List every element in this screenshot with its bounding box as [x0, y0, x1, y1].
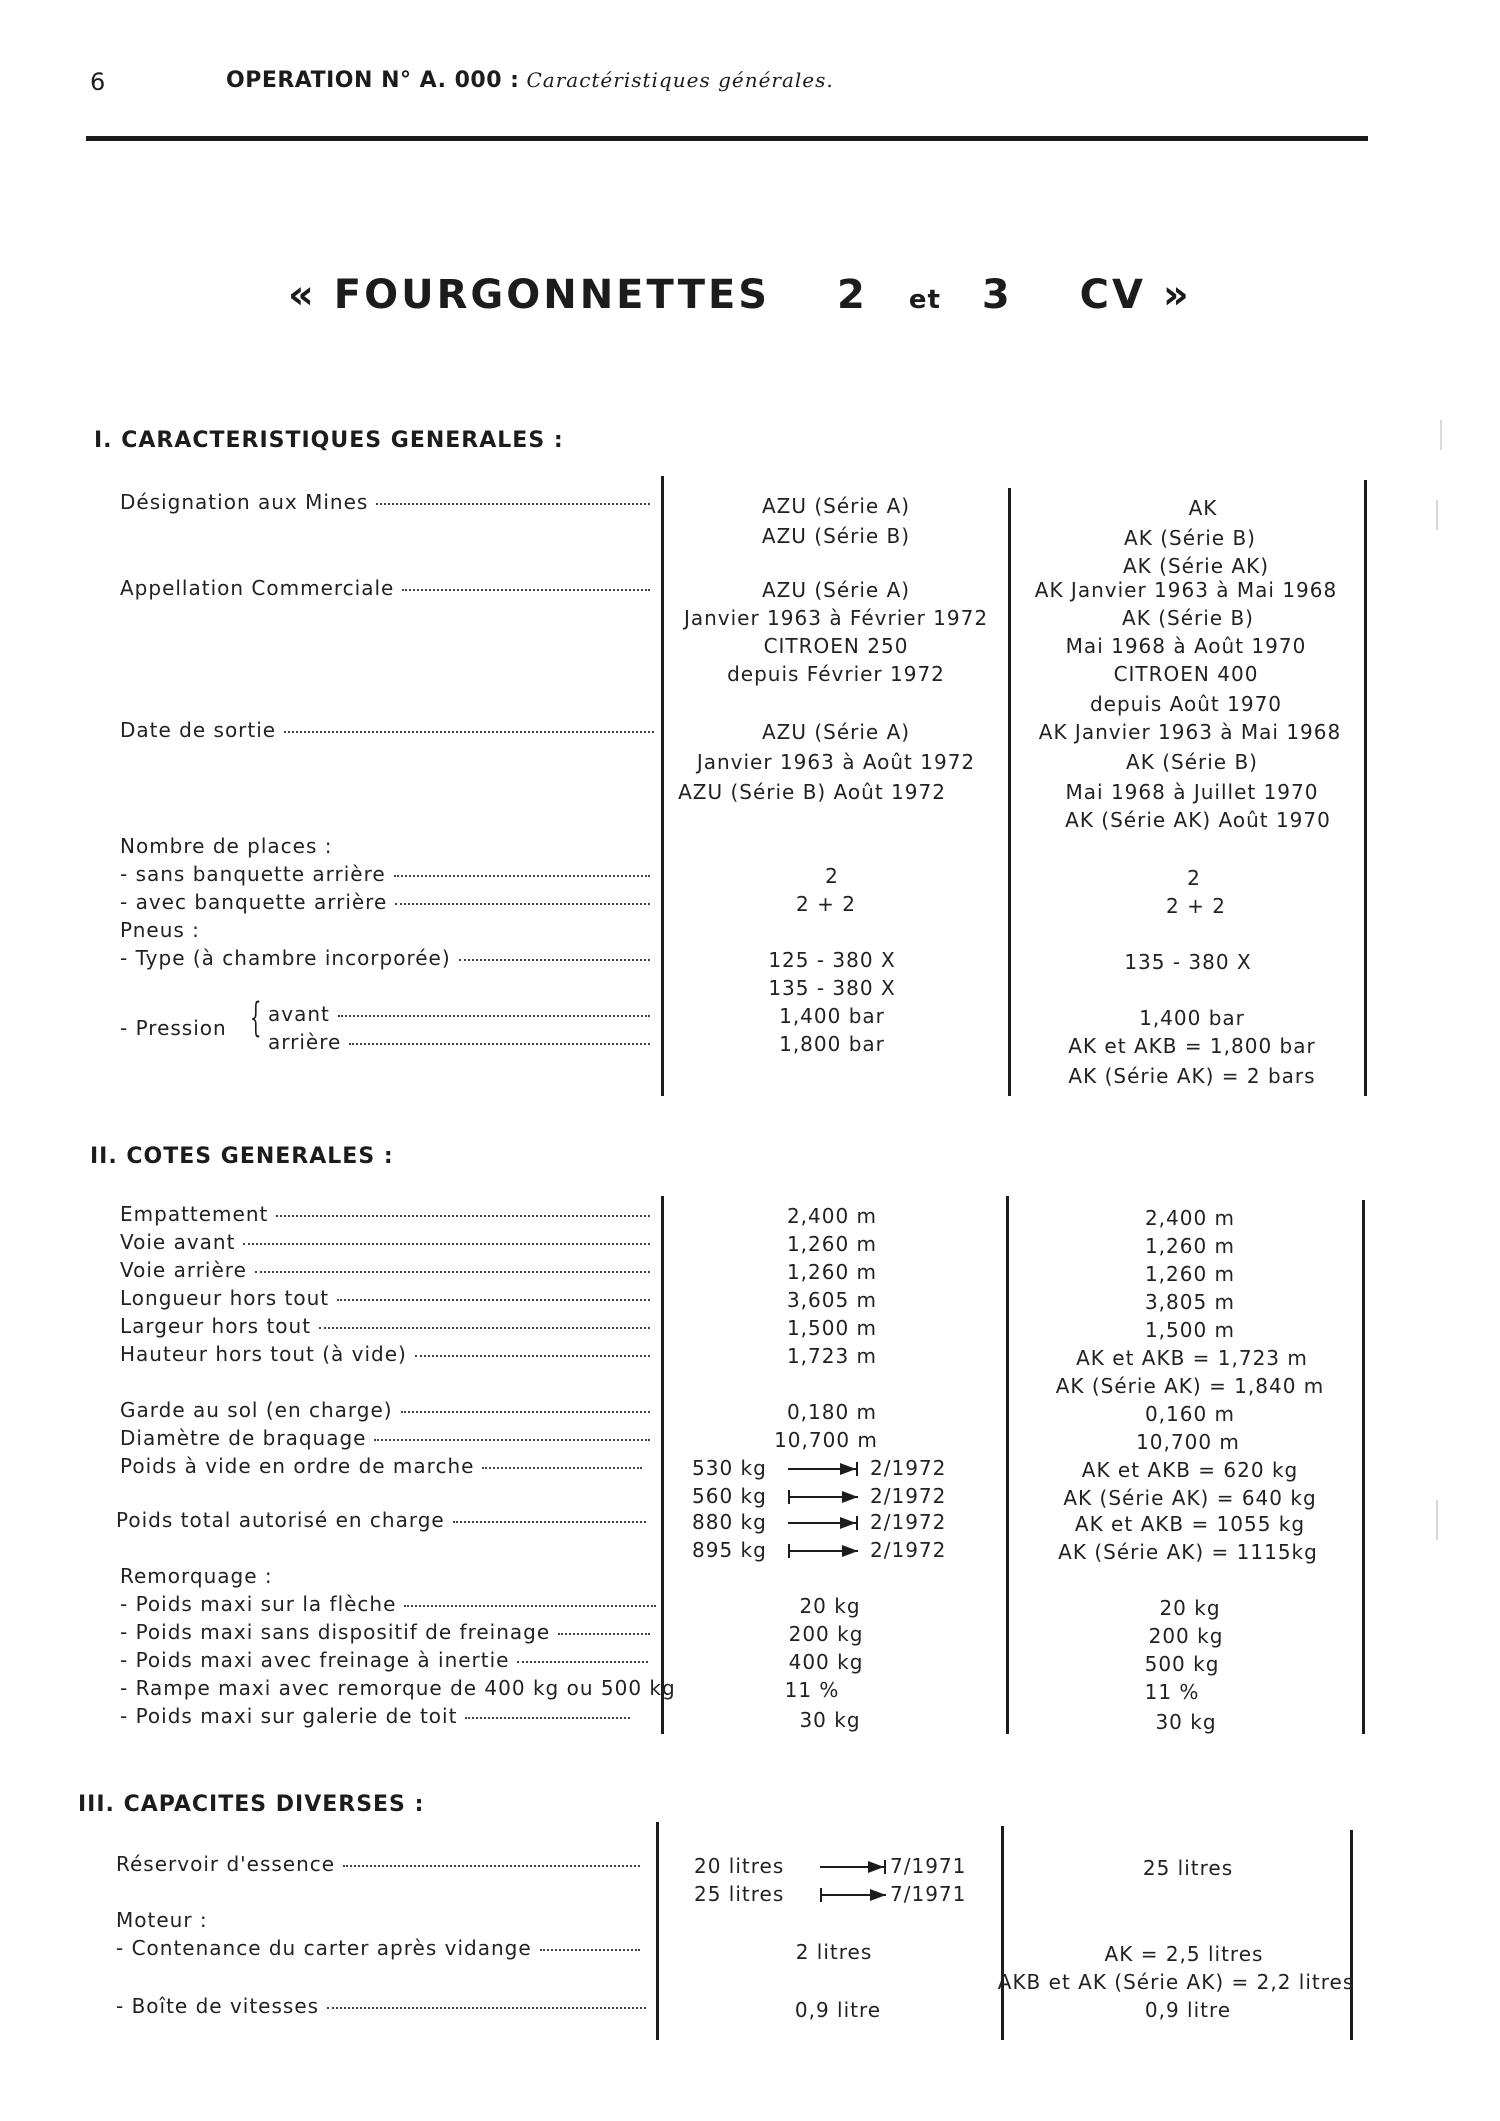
azu-designation: AZU (Série B) [761, 524, 911, 548]
ak-towing: 20 kg [1159, 1596, 1221, 1620]
azu-places-sans: 2 [825, 864, 839, 888]
operation-number: OPERATION N° A. 000 : [226, 68, 520, 93]
ak-designation: AK (Série B) [1124, 526, 1256, 550]
arrow-until-icon [788, 1462, 858, 1476]
azu-pression-avant: 1,400 bar [779, 1004, 885, 1028]
azu-weight-date: 2/1972 [870, 1538, 947, 1562]
label-towing: - Poids maxi avec freinage à inertie [120, 1648, 648, 1672]
ak-garde-sol: 0,160 m [1144, 1402, 1236, 1426]
azu-pneu-type: 125 - 380 X [768, 948, 896, 972]
azu-towing: 400 kg [788, 1650, 864, 1674]
ak-reservoir: 25 litres [1142, 1856, 1234, 1880]
azu-weight-date: 2/1972 [870, 1456, 947, 1480]
azu-voie-avant: 1,260 m [786, 1232, 878, 1256]
ak-pneu-type: 135 - 380 X [1124, 950, 1252, 974]
ak-towing: 11 % [1144, 1680, 1200, 1704]
ak-appellation: AK Janvier 1963 à Mai 1968 [1034, 578, 1338, 602]
azu-designation: AZU (Série A) [761, 494, 911, 518]
azu-largeur: 1,500 m [786, 1316, 878, 1340]
azu-diametre-braquage: 10,700 m [774, 1428, 878, 1452]
ak-pression-arriere: AK et AKB = 1,800 bar [1068, 1034, 1316, 1058]
section-title-cotes: II. COTES GENERALES : [90, 1144, 394, 1169]
column-rule [656, 1822, 659, 2040]
ak-hauteur: AK (Série AK) = 1,840 m [1055, 1374, 1325, 1398]
title-two: 2 [837, 272, 868, 318]
column-rule [661, 1196, 664, 1734]
ak-appellation: AK (Série B) [1122, 606, 1254, 630]
label-pneus: Pneus : [120, 918, 200, 942]
ak-hauteur: AK et AKB = 1,723 m [1076, 1346, 1308, 1370]
azu-towing: 11 % [784, 1678, 840, 1702]
azu-longueur: 3,605 m [786, 1288, 878, 1312]
label-pression: - Pression [120, 1016, 227, 1040]
label-towing: - Poids maxi sur galerie de toit [120, 1704, 630, 1728]
running-head [226, 68, 834, 93]
azu-pression-arriere: 1,800 bar [779, 1032, 885, 1056]
label-poids-total: Poids total autorisé en charge [116, 1508, 646, 1532]
label-empattement: Empattement [120, 1202, 650, 1226]
azu-weight-kg: 560 kg [692, 1484, 767, 1508]
label-moteur: Moteur : [116, 1908, 208, 1932]
ak-carter: AKB et AK (Série AK) = 2,2 litres [997, 1970, 1355, 1994]
label-reservoir: Réservoir d'essence [116, 1852, 640, 1876]
azu-fuel-litres: 25 litres [694, 1882, 785, 1906]
label-designation: Désignation aux Mines [120, 490, 650, 514]
column-rule [1006, 1196, 1009, 1734]
column-rule [1364, 480, 1367, 1096]
title-and: et [908, 285, 941, 315]
label-sans-banquette: - sans banquette arrière [120, 862, 650, 886]
column-rule [1350, 1830, 1353, 2040]
label-towing: - Poids maxi sans dispositif de freinage [120, 1620, 650, 1644]
label-hauteur: Hauteur hors tout (à vide) [120, 1342, 650, 1366]
label-towing: - Poids maxi sur la flèche [120, 1592, 656, 1616]
label-avec-banquette: - avec banquette arrière [120, 890, 650, 914]
ak-voie-arriere: 1,260 m [1144, 1262, 1236, 1286]
azu-weight-kg: 895 kg [692, 1538, 767, 1562]
label-largeur: Largeur hors tout [120, 1314, 650, 1338]
document-title [288, 272, 1192, 318]
azu-appellation: AZU (Série A) [761, 578, 911, 602]
brace-glyph: { [250, 995, 262, 1041]
label-type-pneus: - Type (à chambre incorporée) [120, 946, 650, 970]
ak-designation: AK [1188, 496, 1218, 520]
column-rule [1001, 1826, 1004, 2040]
ak-date-sortie: Mai 1968 à Juillet 1970 [1065, 780, 1319, 804]
ak-longueur: 3,805 m [1144, 1290, 1236, 1314]
label-remorquage: Remorquage : [120, 1564, 273, 1588]
azu-pneu-type: 135 - 380 X [768, 976, 896, 1000]
azu-weight-kg: 530 kg [692, 1456, 767, 1480]
azu-fuel-litres: 20 litres [694, 1854, 785, 1878]
ak-designation: AK (Série AK) [1123, 554, 1269, 578]
column-rule [661, 476, 664, 1096]
section-title-capacites: III. CAPACITES DIVERSES : [78, 1792, 425, 1817]
label-date-sortie: Date de sortie [120, 718, 654, 742]
ak-pression-avant: 1,400 bar [1139, 1006, 1245, 1030]
operation-subject: Caractéristiques générales. [526, 68, 834, 92]
azu-garde-sol: 0,180 m [786, 1400, 878, 1424]
label-pression-avant: avant [268, 1002, 650, 1026]
scan-mark [1436, 500, 1438, 530]
azu-boite-vitesses: 0,9 litre [794, 1998, 882, 2022]
azu-weight-kg: 880 kg [692, 1510, 767, 1534]
label-boite-vitesses: - Boîte de vitesses [116, 1994, 646, 2018]
label-carter: - Contenance du carter après vidange [116, 1936, 640, 1960]
label-poids-vide: Poids à vide en ordre de marche [120, 1454, 642, 1478]
ak-weight: AK (Série AK) = 1115kg [1058, 1540, 1318, 1564]
azu-places-avec: 2 + 2 [796, 892, 856, 916]
scan-mark [1436, 1500, 1438, 1540]
ak-date-sortie: AK (Série B) [1126, 750, 1258, 774]
azu-appellation: CITROEN 250 [763, 634, 909, 658]
label-voie-arriere: Voie arrière [120, 1258, 650, 1282]
section-title-caracteristiques: I. CARACTERISTIQUES GENERALES : [94, 428, 564, 453]
ak-pression-arriere: AK (Série AK) = 2 bars [1068, 1064, 1316, 1088]
ak-diametre-braquage: 10,700 m [1136, 1430, 1240, 1454]
azu-date-sortie: Janvier 1963 à Août 1972 [696, 750, 976, 774]
arrow-until-icon [788, 1516, 858, 1530]
ak-carter: AK = 2,5 litres [1104, 1942, 1264, 1966]
ak-date-sortie: AK Janvier 1963 à Mai 1968 [1038, 720, 1342, 744]
header-rule [86, 136, 1368, 141]
azu-fuel-date: 7/1971 [890, 1854, 967, 1878]
azu-weight-date: 2/1972 [870, 1484, 947, 1508]
arrow-from-icon [788, 1490, 858, 1504]
ak-towing: 500 kg [1144, 1652, 1220, 1676]
arrow-until-icon [820, 1860, 886, 1874]
ak-date-sortie: AK (Série AK) Août 1970 [1065, 808, 1331, 832]
title-main: « FOURGONNETTES [288, 272, 771, 318]
azu-appellation: depuis Février 1972 [727, 662, 945, 686]
azu-voie-arriere: 1,260 m [786, 1260, 878, 1284]
azu-weight-date: 2/1972 [870, 1510, 947, 1534]
ak-places-sans: 2 [1187, 866, 1201, 890]
ak-towing: 200 kg [1148, 1624, 1224, 1648]
column-rule [1008, 488, 1011, 1096]
label-appellation: Appellation Commerciale [120, 576, 650, 600]
ak-empattement: 2,400 m [1144, 1206, 1236, 1230]
title-three: 3 [981, 272, 1013, 318]
ak-appellation: depuis Août 1970 [1089, 692, 1283, 716]
label-nombre-places: Nombre de places : [120, 834, 333, 858]
label-voie-avant: Voie avant [120, 1230, 650, 1254]
ak-weight: AK et AKB = 620 kg [1081, 1458, 1299, 1482]
ak-weight: AK et AKB = 1055 kg [1074, 1512, 1306, 1536]
label-garde-sol: Garde au sol (en charge) [120, 1398, 650, 1422]
ak-boite-vitesses: 0,9 litre [1144, 1998, 1232, 2022]
azu-towing: 30 kg [799, 1708, 861, 1732]
label-towing: - Rampe maxi avec remorque de 400 kg ou 500 kg [120, 1676, 676, 1700]
label-longueur: Longueur hors tout [120, 1286, 650, 1310]
ak-places-avec: 2 + 2 [1166, 894, 1226, 918]
ak-weight: AK (Série AK) = 640 kg [1063, 1486, 1317, 1510]
arrow-from-icon [820, 1888, 886, 1902]
azu-empattement: 2,400 m [786, 1204, 878, 1228]
azu-carter: 2 litres [795, 1940, 873, 1964]
label-pression-arriere: arrière [268, 1030, 650, 1054]
arrow-from-icon [788, 1544, 858, 1558]
label-diametre-braquage: Diamètre de braquage [120, 1426, 650, 1450]
column-rule [1362, 1200, 1365, 1734]
ak-appellation: Mai 1968 à Août 1970 [1065, 634, 1307, 658]
azu-towing: 20 kg [799, 1594, 861, 1618]
title-cv: CV » [1079, 272, 1192, 318]
azu-appellation: Janvier 1963 à Février 1972 [683, 606, 989, 630]
scan-mark [1440, 420, 1442, 450]
page-number: 6 [90, 68, 106, 96]
azu-towing: 200 kg [788, 1622, 864, 1646]
azu-date-sortie: AZU (Série B) Août 1972 [678, 780, 946, 804]
ak-appellation: CITROEN 400 [1113, 662, 1259, 686]
azu-date-sortie: AZU (Série A) [761, 720, 911, 744]
ak-largeur: 1,500 m [1144, 1318, 1236, 1342]
azu-hauteur: 1,723 m [786, 1344, 878, 1368]
azu-fuel-date: 7/1971 [890, 1882, 967, 1906]
ak-towing: 30 kg [1155, 1710, 1217, 1734]
ak-voie-avant: 1,260 m [1144, 1234, 1236, 1258]
